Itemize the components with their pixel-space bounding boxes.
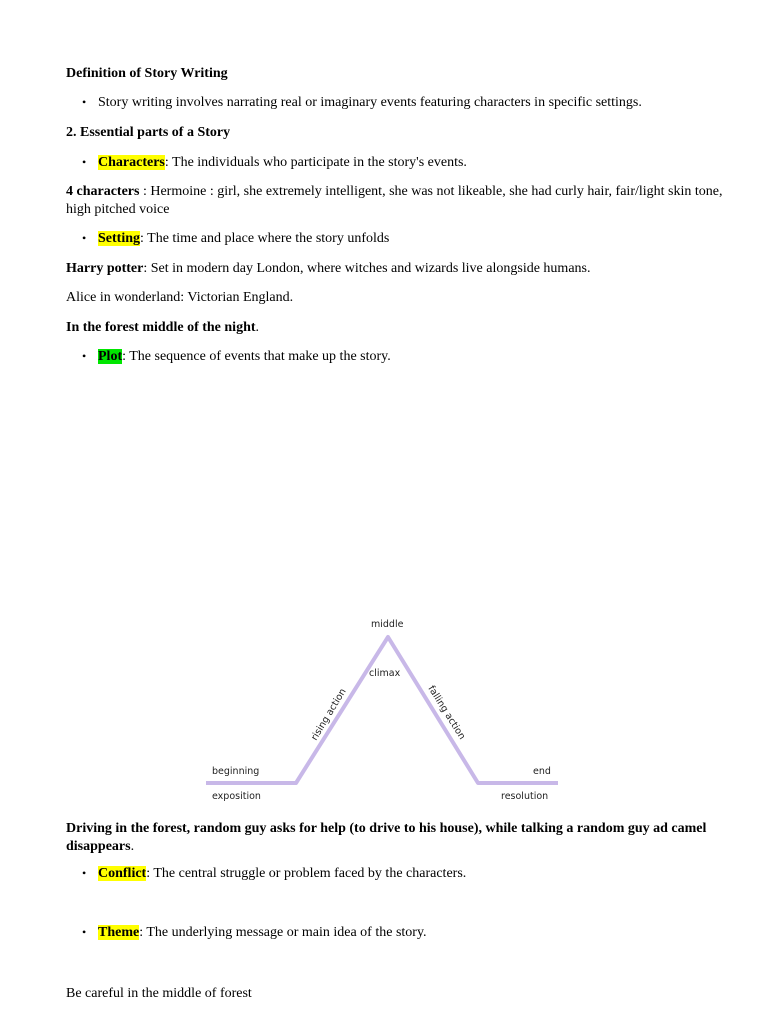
harry-potter-label: Harry potter: [66, 261, 144, 276]
label-rising-action: rising action: [309, 686, 349, 743]
bullet: •: [82, 155, 87, 169]
label-climax: climax: [369, 668, 401, 679]
bullet: •: [82, 925, 87, 939]
label-end: end: [533, 766, 551, 777]
theme-description: : The underlying message or main idea of the story.: [139, 925, 427, 940]
forest-night-paragraph: In the forest middle of the night.: [66, 320, 260, 335]
alice-paragraph: Alice in wonderland: Victorian England.: [66, 290, 294, 305]
four-characters-text: : Hermoine : girl, she extremely intelligent, she was not likeable, she had curly hair, fair/light skin tone, high pitched voice: [66, 184, 723, 217]
harry-potter-text: : Set in modern day London, where witches and wizards live alongside humans.: [143, 261, 591, 276]
heading-essential-parts: 2. Essential parts of a Story: [66, 125, 231, 140]
label-exposition: exposition: [212, 791, 261, 802]
term-theme: Theme: [98, 925, 140, 940]
plot-description: : The sequence of events that make up the story.: [122, 349, 391, 364]
heading-definition: Definition of Story Writing: [66, 66, 228, 81]
label-middle: middle: [371, 619, 404, 630]
careful-paragraph: Be careful in the middle of forest: [66, 986, 252, 1001]
term-setting: Setting: [98, 231, 140, 246]
bullet: •: [82, 231, 87, 245]
forest-night-label: In the forest middle of the night: [66, 320, 256, 335]
term-plot: Plot: [98, 349, 123, 364]
label-beginning: beginning: [212, 766, 260, 777]
driving-paragraph: Driving in the forest, random guy asks for help (to drive to his house), while talking a random guy ad camel disappears.: [66, 821, 707, 854]
conflict-description: : The central struggle or problem faced by the characters.: [146, 866, 467, 881]
definition-text: Story writing involves narrating real or imaginary events featuring characters in specific settings.: [98, 95, 642, 110]
term-characters: Characters: [98, 155, 165, 170]
characters-description: : The individuals who participate in the story's events.: [164, 155, 467, 170]
bullet: •: [82, 866, 87, 880]
four-characters-label: 4 characters: [66, 184, 140, 199]
label-falling-action: falling action: [425, 683, 468, 742]
term-conflict: Conflict: [98, 866, 147, 881]
bullet: •: [82, 349, 87, 363]
driving-text: Driving in the forest, random guy asks for help (to drive to his house), while talking a random guy ad camel disappears: [66, 821, 707, 854]
label-resolution: resolution: [501, 791, 549, 802]
setting-description: : The time and place where the story unfolds: [140, 231, 390, 246]
plot-line: [206, 637, 558, 783]
bullet: •: [82, 95, 87, 109]
